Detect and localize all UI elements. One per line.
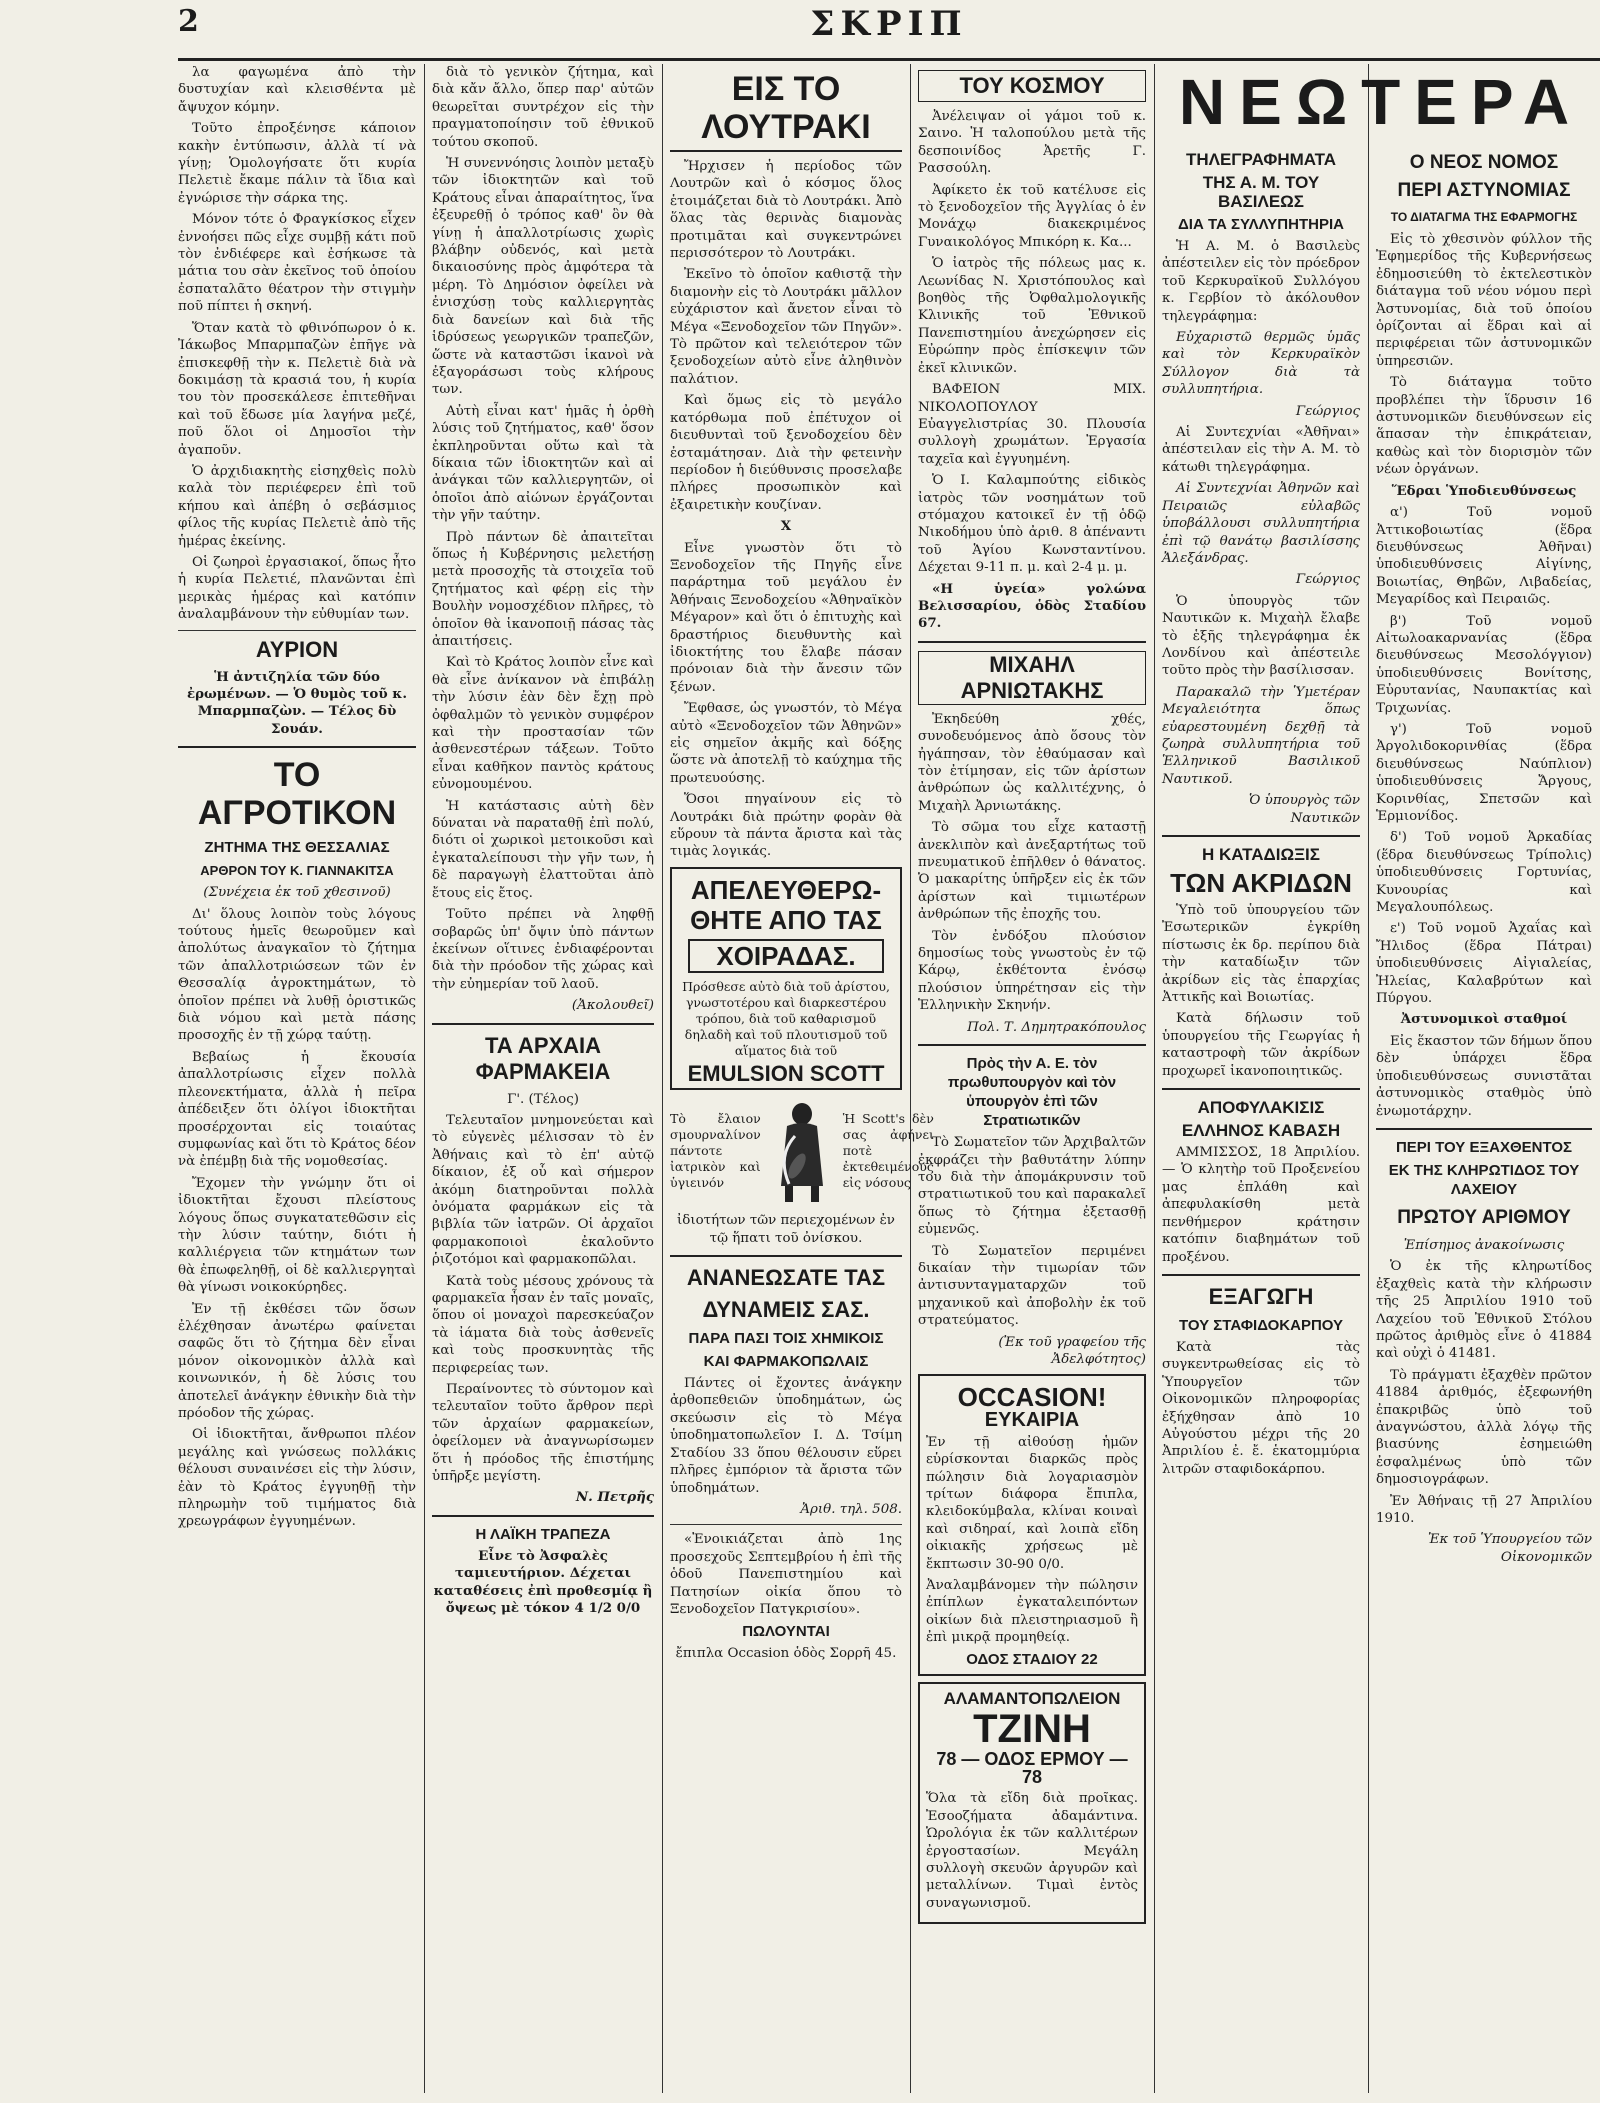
telegram-text: Παρακαλῶ τὴν Ὑμετέραν Μεγαλειότητα ὅπως εὐαρεστουμένη δεχθῇ τὰ ζωηρὰ συλλυπητήρια τοῦ Ἑλληνικοῦ Βασιλικοῦ Ναυτικοῦ.	[1162, 684, 1360, 787]
source-note: (Ἐκ τοῦ γραφείου τῆς Ἀδελφότητος)	[998, 1334, 1146, 1367]
ad-headline: OCCASION!	[957, 1382, 1107, 1413]
headline-lottery: ΠΡΩΤΟΥ ΑΡΙΘΜΟΥ	[1397, 1206, 1571, 1228]
avrion-text: Ἡ ἀντιζηλία τῶν δύο ἐρωμένων. — Ὁ θυμὸς τοῦ κ. Μπαρμπαζὼν. — Τέλος δὺ Σουάν.	[187, 668, 407, 737]
divider	[1376, 1128, 1592, 1130]
page-number: 2	[178, 4, 199, 39]
ad-text: Πρόσθεσε αὐτὸ διὰ τοῦ ἀρίστου, γνωστοτέρου καὶ διαρκεστέρου τρόπου, διὰ τοῦ καθαρισμοῦ δηλαδὴ καὶ τοῦ πλουτισμοῦ τοῦ αἵματος διὰ τοῦ	[682, 978, 890, 1058]
headline-export: ΕΞΑΓΩΓΗ	[1208, 1283, 1314, 1309]
scott-illustration-ad	[670, 1096, 934, 1206]
divider	[670, 1524, 902, 1525]
paragraph: Οἱ ἰδιοκτῆται, ἄνθρωποι πλέον μεγάλης καὶ γνώσεως πολλάκις θέλουσι συναινέσει εἰς τὴν λύσιν, ἐὰν τὸ Κράτος ἐγγυηθῇ τὴν πληρωμὴν τοῦ τιμήματος διὰ χρεωγράφων ἐγγυημένων.	[178, 1427, 416, 1530]
paragraph: Βεβαίως ἡ ἔκουσία ἀπαλλοτρίωσις εἶχεν πολλὰ πλεονεκτήματα, ἀλλὰ ἡ πεῖρα ἀπέδειξεν ὅτι ὀλίγοι ἰδιοκτῆται προσέρχονται εἰς τοιαύτας συμφωνίας καὶ ὅτι τὸ Κράτος δέον νὰ ἐπέμβῃ διὰ τῆς νομοθεσίας.	[178, 1049, 416, 1170]
paragraph: Τὸ διάταγμα τοῦτο προβλέπει τὴν ἵδρυσιν 16 ἀστυνομικῶν διευθύνσεων εἰς ἅπασαν τὴν ἐπικράτειαν, καθὼς καὶ τὸν διορισμὸν τῶν νέων ὀργάνων.	[1376, 375, 1592, 478]
paragraph: Αἱ Συντεχνίαι «Ἀθῆναι» ἀπέστειλαν εἰς τὴν Α. Μ. τὸ κάτωθι τηλεγράφημα.	[1162, 425, 1360, 475]
ad-subheadline: ΕΥΚΑΙΡΙΑ	[984, 1409, 1080, 1432]
headline-loutraki: ΕΙΣ ΤΟ ΛΟΥΤΡΑΚΙ	[670, 70, 902, 152]
ad-renew-sub: ΠΑΡΑ ΠΑΣΙ ΤΟΙΣ ΧΗΜΙΚΟΙΣ	[688, 1330, 884, 1348]
headline-farmakeia: ΤΑ ΑΡΧΑΙΑ ΦΑΡΜΑΚΕΙΑ	[475, 1032, 611, 1084]
subsection-heading: Ἕδραι Ὑποδιευθύνσεως	[1391, 482, 1577, 499]
paragraph: Καὶ τὸ Κράτος λοιπὸν εἶνε καὶ θὰ εἶνε ἀνίκανον νὰ ἐπιβάλῃ τὴν λύσιν ἐὰν δὲν ἔχῃ πρὸ ὀφθαλμῶν τὸ γενικὸν συμφέρον καὶ τὴν προστασίαν τῶν ἀσθενεστέρων τάξεων. Τοῦτο εἶναι καθῆκον παντὸς κράτους εὐνομουμένου.	[432, 655, 654, 793]
paragraph: α') Τοῦ νομοῦ Ἀττικοβοιωτίας (ἕδρα διευθύνσεως Ἀθῆναι) ὑποδιευθύνσεις Αἰγίνης, Βοιωτίας, Θηβῶν, Λιβαδείας, Μεγαρίδος καὶ Πειραιῶς.	[1376, 505, 1592, 608]
paragraph: Ὁ ἐκ τῆς κληρωτίδος ἐξαχθεὶς κατὰ τὴν κλήρωσιν τῆς 25 Ἀπριλίου 1910 τοῦ Λαχείου τοῦ Ἐθνικοῦ Στόλου πρῶτος ἀριθμὸς εἶνε ὁ 41884 καὶ οὐχὶ ὁ 41481.	[1376, 1259, 1592, 1362]
source-note: Ἐκ τοῦ Ὑπουργείου τῶν Οἰκονομικῶν	[1428, 1532, 1592, 1565]
column-3	[670, 64, 934, 2093]
telegram-text: Εὐχαριστῶ θερμῶς ὑμᾶς καὶ τὸν Κερκυραϊκὸν Σύλλογον διὰ τὰ συλλυπητήρια.	[1162, 330, 1360, 398]
column-6	[1376, 146, 1592, 2093]
paragraph: γ') Τοῦ νομοῦ Ἀργολιδοκορινθίας (ἕδρα διευθύνσεως Ναύπλιον) ὑποδιευθύνσεις Ἄργους, Κορινθίας, Σπετσῶν καὶ Ἑρμιονίδος.	[1376, 721, 1592, 824]
section-heading-kosmos: ΤΟΥ ΚΟΣΜΟΥ	[918, 70, 1146, 102]
continued-note: (Ἀκολουθεῖ)	[571, 998, 654, 1014]
continuation-note: (Συνέχεια ἐκ τοῦ χθεσινοῦ)	[203, 885, 391, 901]
paragraph: Εἶνε γνωστὸν ὅτι τὸ Ξενοδοχεῖον τῆς Πηγῆς εἶνε παράρτημα τοῦ μεγάλου ἐν Ἀθήναις Ξενοδοχείου «Ἀθηναϊκὸν Μέγαρον» καὶ ὅτι ὁ ἐπιτυχὴς καὶ δραστήριος διευθυντὴς καὶ ἰδιοκτήτης του ἔλαβε πάσαν πρόνοιαν διὰ τὴν ἄνεσιν τῶν ξένων.	[670, 540, 902, 695]
ad-text: Ἀναλαμβάνομεν τὴν πώλησιν ἐπίπλων ἐγκαταλειπόντων οἰκίων διὰ πλειστηριασμοῦ ἢ ἐπὶ μικρᾷ προμηθείᾳ.	[926, 1578, 1138, 1646]
headline-letter: Πρὸς τὴν Α. Ε. τὸν πρωθυπουργὸν καὶ τὸν ὑπουργὸν ἐπὶ τῶν Στρατιωτικῶν	[947, 1055, 1117, 1130]
paragraph: Ὁ ἰατρὸς τῆς πόλεως μας κ. Λεωνίδας Ν. Χριστόπουλος καὶ βοηθὸς τῆς Ὀφθαλμολογικῆς Κλινικῆς τοῦ Ἐθνικοῦ Πανεπιστημίου ἀνεχώρησεν εἰς Εὐρώπην πρὸς ἐπίσκεψιν τῶν ἐκεῖ κλινικῶν.	[918, 256, 1146, 376]
emulsion-scott-ad	[670, 867, 902, 1090]
ad-renew-heading: ΔΥΝΑΜΕΙΣ ΣΑΣ.	[702, 1297, 870, 1323]
paragraph: Δι' ὅλους λοιπὸν τοὺς λόγους τούτους ἡμεῖς θεωροῦμεν καὶ ἀπολύτως ἀναγκαῖον τὸ ζήτημα τῶν ἀπαλλοτριώσεων τῶν ἐν Θεσσαλίᾳ ἀγροκτημάτων, τὸ ὁποῖον πρέπει νὰ λυθῇ ὁριστικῶς διὰ νόμου καὶ μετὰ πάσης προσοχῆς ἐν τῇ χώρᾳ ταύτῃ.	[178, 906, 416, 1044]
author-signature: Πολ. Τ. Δημητρακόπουλος	[967, 1019, 1146, 1035]
headline-locusts: ΤΩΝ ΑΚΡΙΔΩΝ	[1170, 868, 1352, 898]
paragraph: β') Τοῦ νομοῦ Αἰτωλοακαρνανίας (ἕδρα διευθύνσεως Μεσολόγγιον) ὑποδιευθύνσεις Βονίτσης, Εὐρυτανίας, Ναυπακτίας καὶ Τριχωνίας.	[1376, 613, 1592, 716]
headline-agrotikon: ΤΟ ΑΓΡΟΤΙΚΟΝ	[197, 756, 397, 833]
divider	[918, 1044, 1146, 1046]
occasion-ad	[918, 1374, 1146, 1676]
paragraph: Ἔφθασε, ὡς γνωστόν, τὸ Μέγα αὐτὸ «Ξενοδοχεῖον τῶν Ἀθηνῶν» εἰς σημεῖον ἀκμῆς καὶ δόξης ὥστε νὰ ἀποτελῇ τὸ καύχημα τῆς πρωτευούσης.	[670, 701, 902, 786]
paragraph: «Η ὑγεία» γολώνα Βελισσαρίου, ὁδὸς Σταδίου 67.	[918, 580, 1146, 632]
phone-number: Ἀριθ. τηλ. 508.	[800, 1501, 902, 1517]
ad-headline-line: ΘΗΤΕ ΑΠΟ ΤΑΣ	[690, 904, 882, 935]
paragraph: ΑΜΜΙΣΣΟΣ, 18 Ἀπριλίου. — Ὁ κλητὴρ τοῦ Προξενείου μας ἐπλάθη καὶ ἀπεφυλακίσθη μετὰ πενθήμερον κράτησιν κατόπιν διαβημάτων τοῦ προξένου.	[1162, 1145, 1360, 1265]
paragraph: Καὶ ὅμως εἰς τὸ μεγάλο κατόρθωμα ποῦ ἐπέτυχον οἱ διευθυνταὶ τοῦ ξενοδοχείου δὲν ἐσταμάτησαν. Διὰ τὴν φετεινὴν περίοδον ἡ διεύθυνσις προσελαβε πλήρες προσωπικὸν καὶ ἐξαιρετικὴν κουζίναν.	[670, 393, 902, 513]
paragraph: Ἀνέλειψαν οἱ γάμοι τοῦ κ. Σαινο. Ἠ ταλοπούλου μετὰ τῆς δεσποινίδος Ἀρετῆς Γ. Ρασσούλη.	[918, 109, 1146, 177]
subheadline: ΤΟΥ ΣΤΑΦΙΔΟΚΑΡΠΟΥ	[1178, 1316, 1344, 1334]
signature: Γεώργιος	[1295, 403, 1360, 419]
paragraph: λα φαγωμένα ἀπὸ τὴν δυστυχίαν καὶ κλεισθέντα μὲ ἄψυχον κόμην.	[178, 65, 416, 115]
ad-renew-heading: ΑΝΑΝΕΩΣΑΤΕ ΤΑΣ	[686, 1265, 886, 1291]
fisherman-icon	[767, 1096, 837, 1206]
paragraph: Ἔχομεν τὴν γνώμην ὅτι οἱ ἰδιοκτῆται ἔχουσι πλείστους λόγους ὅπως συγκατατεθῶσιν εἰς τὴν λύσιν ταύτην, διότι ἡ καλλιέργεια τῶν κτημάτων των θὰ ἐπωφεληθῇ, οἱ δὲ καλλιεργηταὶ θὰ γίνωσι νοικοκύρηδες.	[178, 1175, 416, 1296]
paragraph: Τοῦτο πρέπει νὰ ληφθῇ σοβαρῶς ὑπ' ὄψιν ὑπὸ πάντων ἐκείνων οἵτινες ἐνδιαφέρονται διὰ τὴν πρόοδον τῆς χώρας καὶ τὴν εὐημερίαν τοῦ λαοῦ.	[432, 907, 654, 992]
paragraph: Πρὸ πάντων δὲ ἀπαιτεῖται ὅπως ἡ Κυβέρνησις μελετήσῃ μετὰ προσοχῆς τὰ στοιχεῖα τοῦ ζητήματος καὶ φέρῃ εἰς τὴν Βουλὴν νομοσχέδιον πλῆρες, τὸ ὁποῖον θὰ ἱκανοποιῇ πάσας τὰς ἀπαιτήσεις.	[432, 529, 654, 649]
ad-text: Ἐν τῇ αἰθούσῃ ἡμῶν εὑρίσκονται διαρκῶς πρὸς πώλησιν διὰ λογαριασμὸν τρίτων διάφορα ἔπιπλα, κλειδοκύμβαλα, κλίναι κοιναὶ καὶ σιδηραί, καὶ λοιπὰ εἴδη οἰκιακῆς χρήσεως μὲ ἔκπτωσιν 30-90 0/0.	[926, 1434, 1138, 1572]
ad-headline-line: ΑΠΕΛΕΥΘΕΡΩ-	[690, 874, 882, 905]
paragraph: Ἡ κατάστασις αὐτὴ δὲν δύναται νὰ παραταθῇ ἐπὶ πολύ, διότι οἱ χωρικοὶ μετοικοῦσι καὶ ἐγκαταλείπουσι τὴν γῆν των, ἡ δὲ παραγωγὴ ἐλαττοῦται ἀπὸ ἔτους εἰς ἔτος.	[432, 798, 654, 901]
headline-telegrams: ΤΗΣ Α. Μ. ΤΟΥ ΒΑΣΙΛΕΩΣ	[1202, 173, 1320, 211]
ad-text: Ὅλα τὰ εἴδη διὰ προῖκας. Ἐσοοζήματα ἀδαμάντινα. Ὡρολόγια ἐκ τῶν καλλιτέρων ἐργοστασίων. Μεγάλη συλλογὴ σκευῶν ἀργυρῶν καὶ μεταλλίνων. Τιμαὶ ἐντὸς συναγωνισμοῦ.	[926, 1791, 1138, 1911]
paragraph: Κατὰ τὰς συγκεντρωθείσας εἰς τὸ Ὑπουργεῖον τῶν Οἰκονομικῶν πληροφορίας ἐξήχθησαν ἀπὸ 10 Αὐγούστου μέχρι τῆς 20 Ἀπριλίου ἐ. ἔ. ἑκατομμύρια λιτρῶν σταφιδοκάρπου.	[1162, 1339, 1360, 1477]
author-signature: Ν. Πετρῆς	[575, 1489, 654, 1506]
paragraph: Τὸ Σωματεῖον τῶν Ἀρχιβαλτῶν ἐκφράζει τὴν βαθυτάτην λύπην του διὰ τὴν ἀπομάκρυνσιν τοῦ στρατιωτικοῦ του καὶ παρακαλεῖ ὅπως τὸ ζήτημα ἐξετασθῇ εὐμενῶς.	[918, 1135, 1146, 1238]
paragraph: διὰ τὸ γενικὸν ζήτημα, καὶ διὰ κἄν ἄλλο, ὅπερ παρ' αὐτῶν θεωρεῖται συντρέχον εἰς τὴν πραγματοποίησιν τοῦ ἐθνικοῦ τούτου σκοποῦ.	[432, 65, 654, 150]
jewelry-ad	[918, 1682, 1146, 1924]
ad-brand: EMULSION SCOTT	[687, 1060, 885, 1086]
column-2	[432, 64, 654, 2093]
subsection-heading: Ἀστυνομικοὶ σταθμοί	[1400, 1011, 1568, 1028]
paragraph: Περαίνοντες τὸ σύντομον καὶ τελευταῖον τοῦτο ἄρθρον περὶ τῶν ἀρχαίων φαρμακείων, ὀφείλομεν νὰ ἀναγνωρίσωμεν ὅτι ἡ πρόοδος τῆς ἐπιστήμης ὑπῆρξε μεγίστη.	[432, 1382, 654, 1485]
paragraph: Ἡ συνεννόησις λοιπὸν μεταξὺ τῶν ἰδιοκτητῶν καὶ τοῦ Κράτους εἶναι ἀπαραίτητος, ἵνα ἐξευρεθῇ ὁ τρόπος καθ' ὃν θὰ γίνῃ ἡ ἀπαλλοτρίωσις χωρὶς βλάβην οὐδενός, καὶ μετὰ δικαιοσύνης πρὸς ἀμφότερα τὰ μέρη. Τὸ Δημόσιον ὀφείλει νὰ ἐνισχύσῃ τοὺς καλλιεργητὰς διὰ δανείων καὶ διὰ τῆς ἱδρύσεως γεωργικῶν τραπεζῶν, ὥστε νὰ καταστῶσι ἱκανοὶ νὰ ἐξαγοράσωσι τοὺς κλήρους των.	[432, 156, 654, 398]
paragraph: Εἰς τὸ χθεσινὸν φύλλον τῆς Ἐφημερίδος τῆς Κυβερνήσεως ἐδημοσιεύθη τὸ ἐκτελεστικὸν διάταγμα τοῦ νέου νόμου περὶ Ἀστυνομίας, διὰ τοῦ ὁποίου ὁρίζονται αἱ ἕδραι καὶ αἱ περιφέρειαι τῶν ἀστυνομικῶν ὑπηρεσιῶν.	[1376, 232, 1592, 369]
headline-lottery: ΕΚ ΤΗΣ ΚΛΗΡΩΤΙΔΟΣ ΤΟΥ ΛΑΧΕΙΟΥ	[1388, 1161, 1580, 1198]
masthead	[178, 0, 1600, 61]
paragraph: Αὐτὴ εἶναι κατ' ἡμᾶς ἡ ὀρθὴ λύσις τοῦ ζητήματος, καθ' ὅσον ἐκπληροῦνται οὕτω καὶ τὰ δίκαια τῶν ἰδιοκτητῶν καὶ αἱ ἀνάγκαι τῶν καλλιεργητῶν, οἱ ὁποῖοι ἀπὸ αἰώνων ἐργάζονται τὴν γῆν ταύτην.	[432, 403, 654, 524]
ad-footer: ἰδιοτήτων τῶν περιεχομένων ἐν τῷ ἥπατι τοῦ ὀνίσκου.	[677, 1213, 895, 1246]
column-rule	[1368, 64, 1369, 2093]
divider	[432, 1515, 654, 1517]
paragraph: Κατὰ δήλωσιν τοῦ ὑπουργείου τῆς Γεωργίας ἡ καταστροφὴ τῶν ἀκρίδων προχωρεῖ ἱκανοποιητικῶς.	[1162, 1011, 1360, 1079]
bank-ad-text: Εἶνε τὸ Ἀσφαλὲς ταμιευτήριον. Δέχεται καταθέσεις ἐπὶ προθεσμίᾳ ἢ ὄψεως μὲ τόκον 4 1/2 0/0	[433, 1547, 653, 1617]
headline-telegrams: ΤΗΛΕΓΡΑΦΗΜΑΤΑ	[1185, 150, 1337, 169]
paragraph: Οἱ ζωηροὶ ἐργασιακοί, ὅπως ἦτο ἡ κυρία Πελετιέ, πλανῶνται ἐπὶ μερικὰς ἡμέρας καὶ κατόπιν ἀναλαμβάνουν τὴν εὐθυμίαν των.	[178, 554, 416, 623]
subheadline: ΖΗΤΗΜΑ ΤΗΣ ΘΕΣΣΑΛΙΑΣ	[204, 839, 390, 857]
paragraph: Τὸ σῶμα του εἶχε καταστῇ ἀνεκλιπὸν καὶ ἀνεξαρτήτως τοῦ πνευματικοῦ ἐπῆλθεν ὁ θάνατος. Ὁ μακαρίτης ὑπῆρξεν εἰς ἐκ τῶν ἀρίστων καὶ τιμιωτέρων ἀνθρώπων τῆς ἐποχῆς του.	[918, 820, 1146, 923]
ad-address: 78 — ΟΔΟΣ ΕΡΜΟΥ — 78	[936, 1749, 1128, 1787]
bank-ad-heading: Η ΛΑΪΚΗ ΤΡΑΠΕΖΑ	[475, 1525, 611, 1543]
paragraph: Τὸ πράγματι ἐξαχθὲν πρῶτον 41884 ἀριθμός, ἐξεφωνήθη ἐπακριβῶς ὑπὸ τοῦ ἀναγνώστου, ἀλλὰ λόγῳ τῆς βιασύνης ἐσημειώθη ἐσφαλμένως ὑπὸ τῶν δημοσιογράφων.	[1376, 1367, 1592, 1488]
paragraph: Ἤρχισεν ἡ περίοδος τῶν Λουτρῶν καὶ ὁ κόσμος ὅλος ἑτοιμάζεται διὰ τὸ Λουτράκι. Ἀπὸ ὅλας τὰς θερινὰς διαμονὰς προτιμᾶται καὶ συγκεντρώνει περισσότερον τὸ Λουτράκι.	[670, 159, 902, 262]
paragraph: Κατὰ τοὺς μέσους χρόνους τὰ φαρμακεῖα ἦσαν ἐν ταῖς μοναῖς, ὅπου οἱ μοναχοὶ παρεσκεύαζον τὰ ἰάματα διὰ τοὺς ἀσθενεῖς καὶ τοὺς προσκυνητὰς τῆς περιφερείας των.	[432, 1273, 654, 1376]
ad-headline: ΑΛΑΜΑΝΤΟΠΩΛΕΙΟΝ	[943, 1689, 1121, 1709]
headline-lottery: ΠΕΡΙ ΤΟΥ ΕΞΑΧΘΕΝΤΟΣ	[1395, 1138, 1573, 1156]
paragraph: Τοῦτο ἐπροξένησε κάποιον κακὴν ἐντύπωσιν, ἀλλὰ τί νὰ γίνῃ; Ὁμολογήσατε ὅτι κυρία Πελετιὲ ἔκαμε πάλιν τὰ ἴδια καὶ ἐγνώρισε τὴν σάρκα της.	[178, 121, 416, 206]
headline-arniotakis: ΜΙΧΑΗΛ ΑΡΝΙΩΤΑΚΗΣ	[918, 651, 1146, 705]
headline-release: ΑΠΟΦΥΛΑΚΙΣΙΣ	[1197, 1098, 1325, 1118]
ad-headline-line: ΧΟΙΡΑΔΑΣ.	[688, 939, 884, 973]
divider	[670, 1255, 902, 1257]
ad-address: ΟΔΟΣ ΣΤΑΔΙΟΥ 22	[966, 1650, 1098, 1668]
headline-release: ΕΛΛΗΝΟΣ ΚΑΒΑΣΗ	[1181, 1121, 1341, 1141]
signature: Ὁ ὑπουργὸς τῶν Ναυτικῶν	[1248, 793, 1360, 826]
telegram-text: Αἱ Συντεχνίαι Ἀθηνῶν καὶ Πειραιῶς εὐλαβῶς ὑποβάλλουσι συλλυπητήρια ἐπὶ τῷ θανάτῳ βασιλίσσης Ἀλεξάνδρας.	[1162, 481, 1360, 566]
neotera-banner: ΝΕΩΤΕΡΑ	[1178, 66, 1584, 138]
paragraph: Ὁ ἀρχιδιακητὴς εἰσηχθεὶς πολὺ καλὰ τὸν περιέφερεν ἐπὶ τοῦ κήπου καὶ ἀπέβη ὁ σεβάσμιος φίλος τῆς κυρίας Πελετιὲ ἀπὸ τῆς ἡμέρας ἐκείνης.	[178, 463, 416, 549]
paragraph: Μόνον τότε ὁ Φραγκίσκος εἶχεν ἐννοήσει πῶς εἶχε συμβῇ κάτι ποῦ τὸν ἐνδιέφερε καὶ ἐσήκωσε τὰ μάτια του σὰν ἐκεῖνος τοῦ ὁποίου ἐσπαταλᾶτο θέατρον τὴν στιγμὴν ποῦ πίπτει ἡ σκηνή.	[178, 212, 416, 315]
column-1	[178, 64, 416, 2093]
headline-police-law: ΠΕΡΙ ΑΣΤΥΝΟΜΙΑΣ	[1397, 180, 1571, 201]
paragraph: ε') Τοῦ νομοῦ Ἀχαΐας καὶ Ἤλιδος (ἕδρα Πάτραι) ὑποδιευθύνσεις Αἰγιαλείας, Ἠλείας, Καλαβρύτων καὶ Πύργου.	[1376, 921, 1592, 1007]
divider	[178, 746, 416, 748]
paragraph: Ἐκηδεύθη χθές, συνοδευόμενος ἀπὸ ὅσους τὸν ἠγάπησαν, τὸν ἐθαύμασαν καὶ τὸν ἐτίμησαν, εἰς τῶν ἀρίστων ἀνθρώπων ὡς καλλιτέχνης, ὁ Μιχαὴλ Ἀρνιωτάκης.	[918, 711, 1146, 814]
subheadline: ΤΟ ΔΙΑΤΑΓΜΑ ΤΗΣ ΕΦΑΡΜΟΓΗΣ	[1390, 210, 1578, 224]
part-label: Γ'. (Τέλος)	[507, 1091, 579, 1107]
column-5-body	[1162, 146, 1360, 2093]
column-rule	[1154, 64, 1155, 2093]
byline: ΑΡΘΡΟΝ ΤΟΥ Κ. ΓΙΑΝΝΑΚΙΤΣΑ	[200, 863, 394, 879]
column-4	[918, 64, 1146, 2093]
section-heading-avrion: ΑΥΡΙΟΝ	[255, 636, 339, 662]
paragraph: Τελευταῖον μνημονεύεται καὶ τὸ εὐγενὲς μέλισσαν τὸ ἐν Ἀθήναις καὶ τὸ ἐπ' αὐτῷ δίκαιον, ἐξ οὗ καὶ σήμερον ἀκόμη διατηροῦνται πολλὰ ὀνόματα φαρμάκων εἰς τὰ βιβλία τῶν ἰατρῶν. Οἱ ἀρχαῖοι φαρμακοποιοὶ ἐκαλοῦντο ῥιζοτόμοι καὶ φαρμακοπῶλαι.	[432, 1112, 654, 1268]
headline-police-law: Ο ΝΕΟΣ ΝΟΜΟΣ	[1409, 152, 1559, 173]
paragraph: ΒΑΦΕΙΟΝ ΜΙΧ. ΝΙΚΟΛΟΠΟΥΛΟΥ Εὐαγγελιστρίας 30. Πλουσία συλλογὴ χρωμάτων. Ἐργασία ταχεῖα καὶ ἐγγυημένη.	[918, 382, 1146, 467]
ad-side-text: Τὸ ἔλαιον σμουρναλίνον πάντοτε ἰατρικὸν καὶ ὑγιεινόν	[670, 1111, 761, 1191]
paragraph: Τὸν ἐνδόξου πλούσιον δημοσίως τοὺς γνωστοὺς ἐν τῷ Κάρῳ, ἐκθέτοντα ἐνόσῳ πλούσιον ὑπηρέτησαν εἰς τὴν Ἑλληνικὴν Σκηνήν.	[918, 928, 1146, 1014]
sale-text: ἔπιπλα Occasion ὁδὸς Σορρῆ 45.	[675, 1646, 897, 1662]
newspaper-title: ΣΚΡΙΠ	[810, 4, 968, 44]
paragraph: Ὅσοι πηγαίνουν εἰς τὸ Λουτράκι διὰ πρώτην φορὰν θὰ εὕρουν τὰ πάντα ἄριστα καὶ τὰς τιμὰς λογικάς.	[670, 792, 902, 860]
ad-renew-sub: ΚΑΙ ΦΑΡΜΑΚΟΠΩΛΑΙΣ	[703, 1353, 869, 1371]
sale-heading: ΠΩΛΟΥΝΤΑΙ	[742, 1623, 830, 1641]
divider	[1162, 1274, 1360, 1276]
subheadline: ΔΙΑ ΤΑ ΣΥΛΛΥΠΗΤΗΡΙΑ	[1178, 216, 1344, 233]
paragraph: Πάντες οἱ ἔχοντες ἀνάγκην ἀρθοπεθειῶν ὑποδημάτων, ὡς σκεύωσιν εἰς τὸ Μέγα ὑποδηματοπωλεῖον Ι. Δ. Τσίμη Σταδίου 33 ὅπου θέλουσιν εὕρει πλῆρες ἐμπόριον τὰ ἄριστα τῶν ὑποδημάτων.	[670, 1376, 902, 1496]
divider	[432, 1023, 654, 1025]
paragraph: Ὅταν κατὰ τὸ φθινόπωρον ὁ κ. Ἰάκωβος Μπαρμπαζὼν ἐπῆγε νὰ ἐπισκεφθῇ τὴν κ. Πελετιὲ διὰ νὰ δοκιμάσῃ τὰ κρασιά του, ἡ κυρία του τὸν προσεκάλεσε ἐπιτεθῆναι καὶ τοῦ ἔδωσε μία λαγήνα μεζέ, ποῦ ὅλοι οἱ Δημοσῖοι τὴν ἀγαποῦν.	[178, 320, 416, 458]
column-rule	[910, 64, 911, 2093]
paragraph: δ') Τοῦ νομοῦ Ἀρκαδίας (ἕδρα διευθύνσεως Τρίπολις) ὑποδιευθύνσεις Γορτυνίας, Κυνουρίας καὶ Μεγαλουπόλεως.	[1376, 830, 1592, 916]
paragraph: Τὸ Σωματεῖον περιμένει δικαίαν τὴν τιμωρίαν τῶν ἀντισυνταγματαρχῶν τοῦ μηχανικοῦ καὶ ἀποβολὴν ἐκ τοῦ στρατεύματος.	[918, 1243, 1146, 1329]
paragraph: «Ἐνοικιάζεται ἀπὸ 1ης προσεχοῦς Σεπτεμβρίου ἡ ἐπὶ τῆς ὁδοῦ Πανεπιστημίου καὶ Πατησίων οἰκία ὅπου τὸ Ξενοδοχεῖον Πατγκρισίου».	[670, 1532, 902, 1617]
paragraph: Ὁ Ι. Καλαμπούτης εἰδικὸς ἰατρὸς τῶν νοσημάτων τοῦ στόμαχου κατοικεῖ ἐν τῇ ὁδῷ Νικοδήμου ὑπὸ ἀριθ. 8 ἀπέναντι τοῦ Ἁγίου Κωνσταντίνου. Δέχεται 9-11 π. μ. καὶ 2-4 μ. μ.	[918, 473, 1146, 576]
paragraph: Εἰς ἕκαστον τῶν δήμων ὅπου δὲν ὑπάρχει ἕδρα ὑποδιευθύνσεως συνιστᾶται ἀστυνομικὸς σταθμὸς ὑπὸ ἐνωμοτάρχην.	[1376, 1033, 1592, 1119]
column-rule	[424, 64, 425, 2093]
divider	[1162, 835, 1360, 837]
paragraph: Ἡ Α. Μ. ὁ Βασιλεὺς ἀπέστειλεν εἰς τὸν πρόεδρον τοῦ Κερκυραϊκοῦ Συλλόγου κ. Γερβίον τὸ ἀκόλουθον τηλεγράφημα:	[1162, 239, 1360, 324]
ad-brand: ΤΖΙΝΗ	[973, 1707, 1091, 1752]
dateline: Ἐν Ἀθήναις τῇ 27 Ἀπριλίου 1910.	[1376, 1493, 1592, 1526]
paragraph: Ὁ ὑπουργὸς τῶν Ναυτικῶν κ. Μιχαὴλ ἔλαβε τὸ ἑξῆς τηλεγράφημα ἐκ Λονδίνου καὶ ἀπέστειλε τοῦτο πρὸς τὴν βασίλισσαν.	[1162, 593, 1360, 679]
ad-side-text: Ἡ Scott's δὲν σας ἀφήνει ποτὲ ἐκτεθειμένους εἰς νόσους	[842, 1111, 934, 1191]
subsection-heading: Ἐπίσημος ἀνακοίνωσις	[1403, 1237, 1565, 1253]
headline-locusts: Η ΚΑΤΑΔΙΩΞΙΣ	[1202, 845, 1320, 864]
divider	[1162, 1088, 1360, 1090]
signature: Γεώργιος	[1295, 572, 1360, 588]
paragraph: Ὑπὸ τοῦ ὑπουργείου τῶν Ἐσωτερικῶν ἐγκρίθη πίστωσις ἐκ δρ. περίπου διὰ τὴν καταδίωξιν τῶν ἀκρίδων εἰς τὰς ἐπαρχίας Ἀττικῆς καὶ Βοιωτίας.	[1162, 903, 1360, 1006]
divider	[178, 630, 416, 631]
separator-mark: Χ	[780, 518, 792, 535]
paragraph: Ἀφίκετο ἐκ τοῦ κατέλυσε εἰς τὸ ξενοδοχεῖον τῆς Ἀγγλίας ὁ ἐν Μονάχῳ διακεκριμένος Γυναικολόγος Μπικόρη κ. Κα...	[918, 182, 1146, 250]
column-rule	[662, 64, 663, 2093]
paragraph: Ἐκεῖνο τὸ ὁποῖον καθιστᾷ τὴν διαμονὴν εἰς τὸ Λουτράκι μᾶλλον εὐχάριστον καὶ ἄνετον εἶναι τὸ Μέγα «Ξενοδοχεῖον τῶν Πηγῶν». Τὸ πρῶτον καὶ τελειότερον τῶν ξενοδοχείων αὐτὸ εἶνε ἀληθινὸν παλάτιον.	[670, 267, 902, 387]
paragraph: Ἐν τῇ ἐκθέσει τῶν ὅσων ἐλέχθησαν ἀνωτέρω φαίνεται σαφῶς ὅτι τὸ ζήτημα δὲν εἶναι μόνον οἰκονομικὸν ἀλλὰ καὶ κοινωνικόν, ἡ δὲ λύσις του ἀποτελεῖ ἀνάγκην ἐθνικὴν διὰ τὴν πρόοδον τῆς χώρας.	[178, 1301, 416, 1421]
divider	[918, 641, 1146, 643]
